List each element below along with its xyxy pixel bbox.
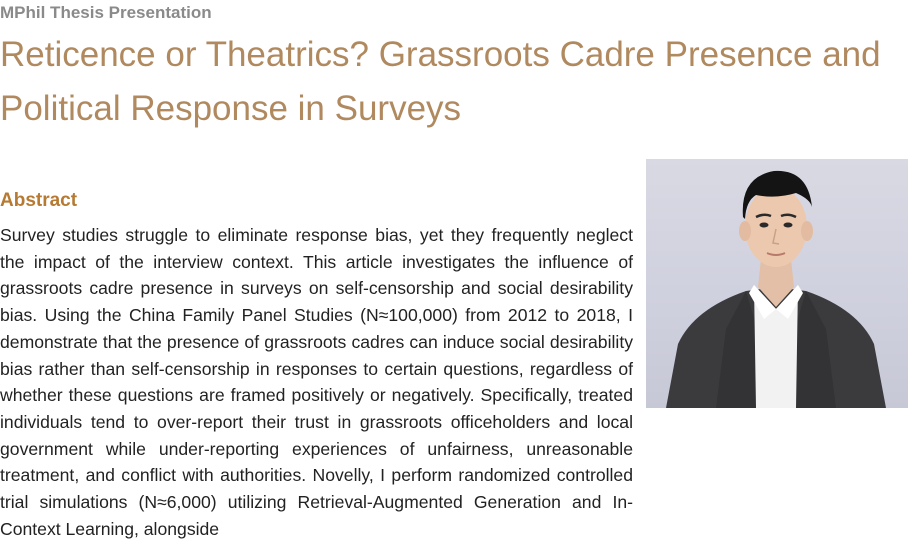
- page-title: Reticence or Theatrics? Grassroots Cadre Presence and Political Response in Surveys: [0, 35, 881, 128]
- presentation-kicker: MPhil Thesis Presentation: [0, 3, 212, 22]
- portrait-illustration: [646, 159, 908, 408]
- portrait-photo: [646, 159, 908, 408]
- abstract-text: Survey studies struggle to eliminate response bias, yet they frequently neglect the impact of the interview context. This article investigates the influence of grassroots cadre presence in surveys on self-censorship and social desirability bias. Using the China Family Panel Studies (N≈100,000) from 2012 to 2018, I demonstrate that the presence of grassroots cadres can induce social desirability bias rather than self-censorship in responses to certain questions, regardless of whether these questions are framed positively or negatively. Specifically, treated individuals tend to over-report their trust in grassroots officeholders and local government while under-reporting experiences of unfairness, unreasonable treatment, and conflict with authorities. Novelly, I perform randomized controlled trial simulations (N≈6,000) utilizing Retrieval-Augmented Generation and In-Context Learning, alongside: [0, 225, 633, 539]
- abstract-heading: Abstract: [0, 190, 78, 211]
